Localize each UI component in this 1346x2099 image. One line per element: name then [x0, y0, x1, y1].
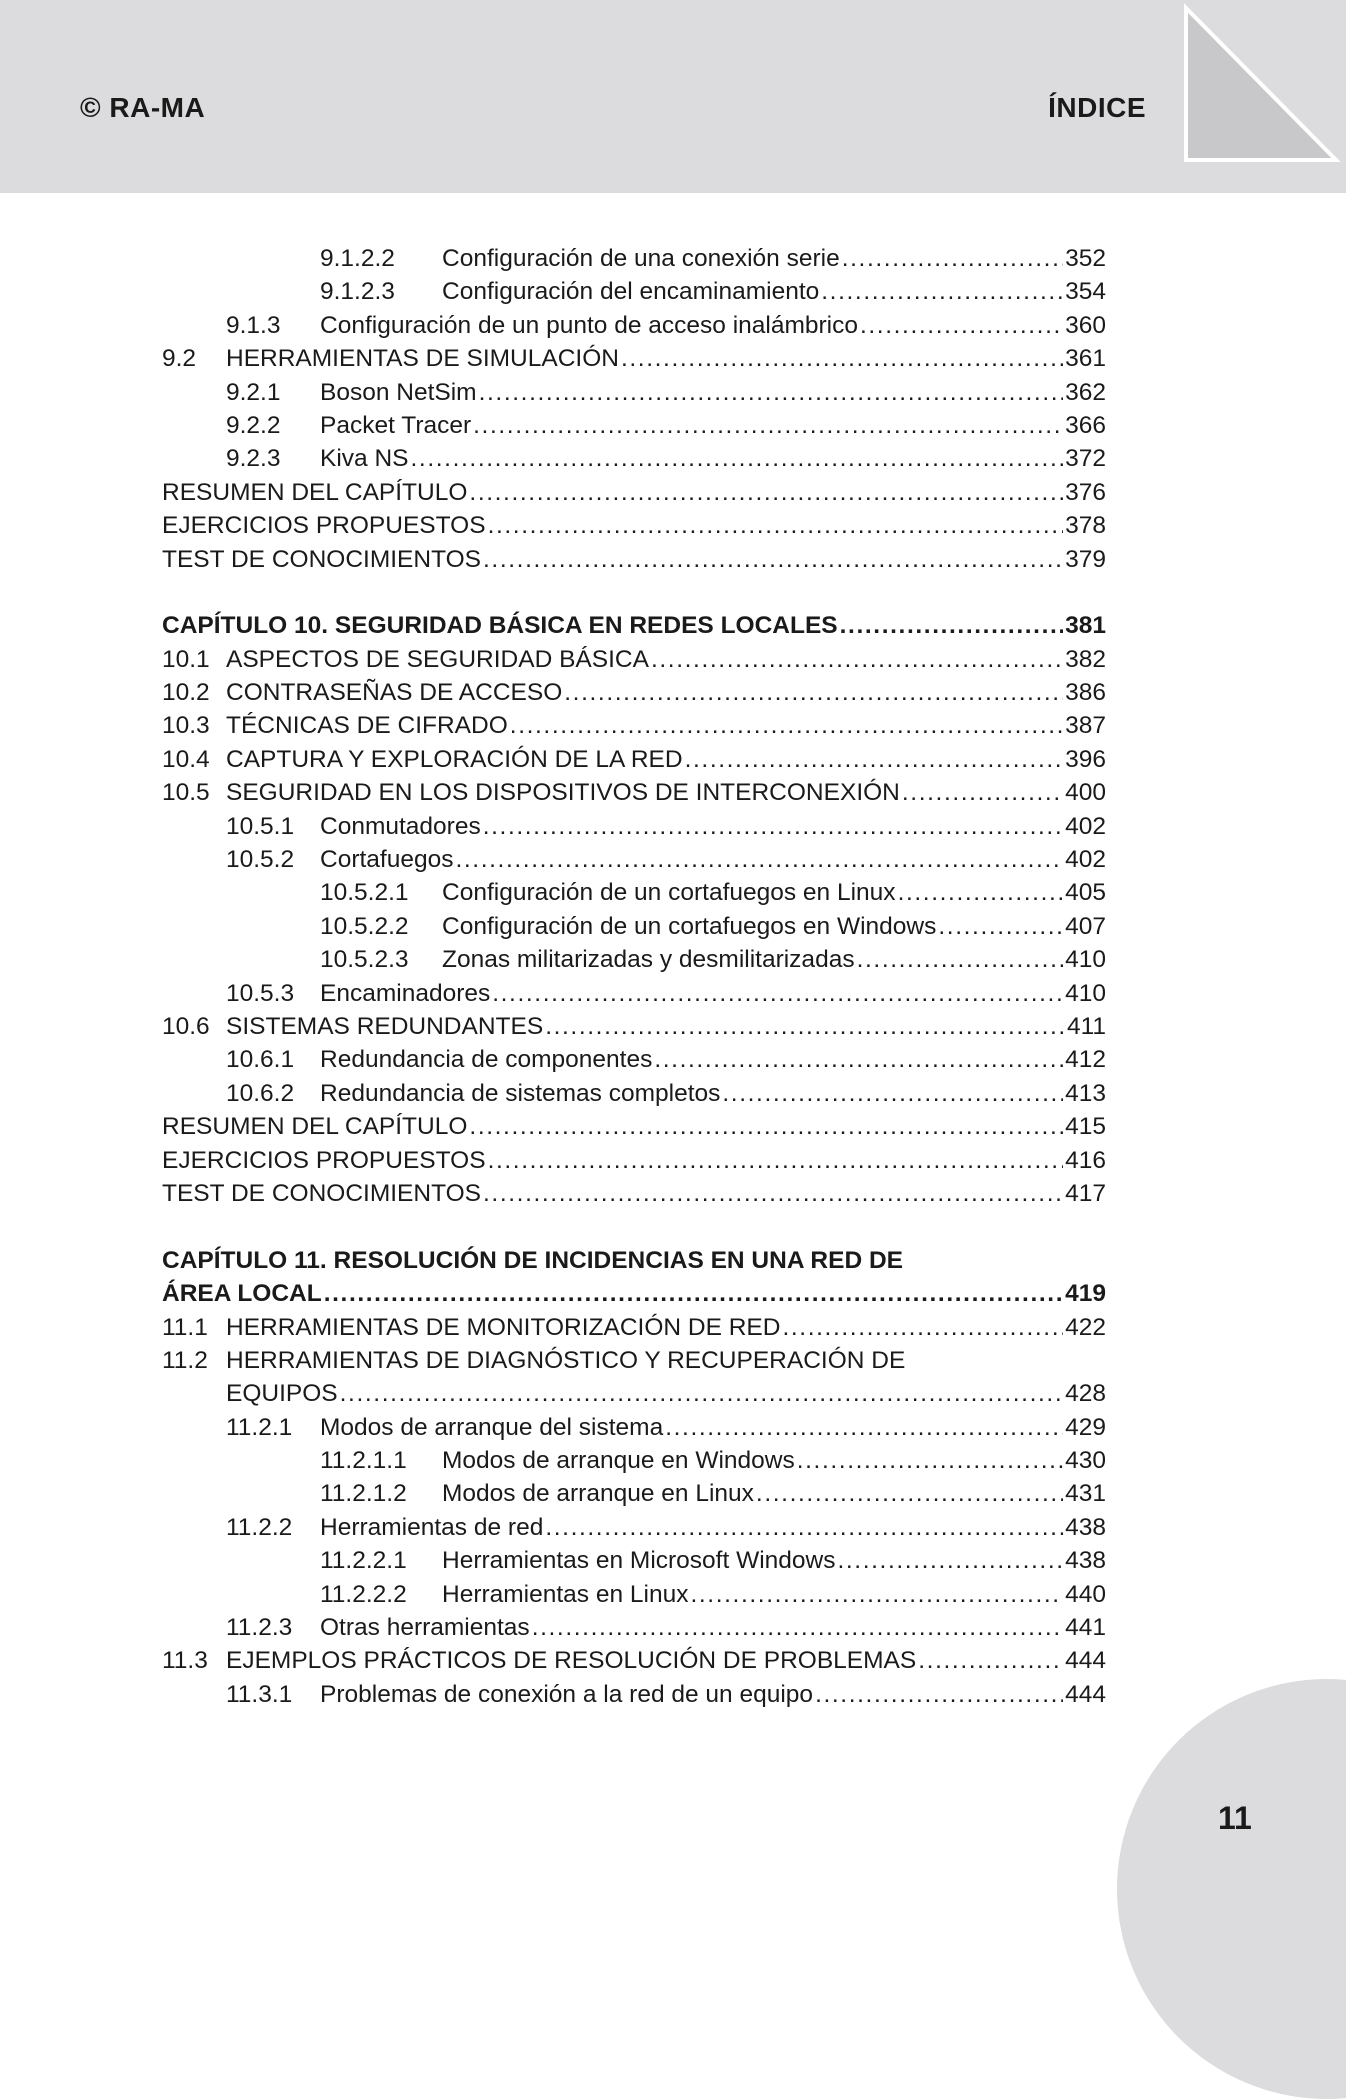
toc-entry-title: Modos de arranque del sistema: [320, 1413, 664, 1441]
toc-leader-dots: [782, 1314, 1063, 1342]
toc-entry: [162, 879, 1106, 912]
toc-entry: [162, 813, 1106, 846]
toc-entry-title: Configuración de una conexión serie: [442, 245, 840, 272]
toc-entry-page: 361: [1065, 345, 1106, 373]
toc-entry: [162, 1013, 1106, 1046]
toc-entry-number: 10.6.1: [226, 1046, 295, 1074]
toc-entry-page: 410: [1065, 979, 1106, 1007]
toc-leader-dots: [545, 1514, 1063, 1542]
toc-entry: [162, 546, 1106, 579]
toc-entry: [162, 1314, 1106, 1347]
toc-entry: [162, 1447, 1106, 1480]
toc-leader-dots: [898, 879, 1064, 907]
table-of-contents: [162, 245, 1106, 1714]
toc-entry-title: TEST DE CONOCIMIENTOS: [162, 545, 481, 573]
toc-leader-dots: [722, 1080, 1063, 1108]
toc-gap: [162, 1213, 1106, 1246]
toc-leader-dots: [455, 846, 1063, 874]
toc-leader-dots: [938, 913, 1063, 941]
toc-entry-title: SISTEMAS REDUNDANTES: [226, 1012, 544, 1040]
toc-entry-page: 396: [1065, 745, 1106, 773]
toc-entry: [162, 1046, 1106, 1079]
toc-entry-title: Configuración de un cortafuegos en Windows: [442, 912, 937, 940]
toc-entry: [162, 712, 1106, 745]
toc-leader-dots: [842, 245, 1063, 273]
toc-entry-page: 372: [1065, 445, 1106, 473]
toc-entry-title: Problemas de conexión a la red de un equipo: [320, 1680, 814, 1708]
toc-entry: [162, 379, 1106, 412]
toc-entry-page: 417: [1065, 1179, 1106, 1207]
toc-entry: [162, 1480, 1106, 1513]
toc-entry-page: 413: [1065, 1079, 1106, 1107]
toc-entry-number: 9.2.2: [226, 411, 281, 439]
toc-entry-page: 382: [1065, 645, 1106, 673]
toc-entry-title: Modos de arranque en Windows: [442, 1447, 795, 1475]
toc-entry-title: Configuración de un punto de acceso inalámbrico: [320, 311, 858, 339]
toc-entry-number: 11.2.1.1: [320, 1447, 407, 1475]
toc-leader-dots: [918, 1647, 1063, 1675]
toc-entry-number: 10.1: [162, 645, 210, 673]
toc-entry-number: 11.3.1: [226, 1680, 293, 1708]
toc-entry-page: 362: [1065, 378, 1106, 406]
toc-entry-number: 11.2.1: [226, 1413, 293, 1441]
toc-entry: [162, 1547, 1106, 1580]
toc-entry-page: 438: [1065, 1513, 1106, 1541]
toc-entry-page: 354: [1065, 278, 1106, 306]
toc-leader-dots: [815, 1681, 1063, 1709]
publisher-label: © RA-MA: [80, 92, 206, 123]
toc-entry: [162, 612, 1106, 645]
toc-entry: [162, 1147, 1106, 1180]
page-header: [0, 0, 1346, 193]
toc-entry-page: 366: [1065, 411, 1106, 439]
toc-entry-number: 11.3: [162, 1647, 208, 1675]
toc-entry-title: HERRAMIENTAS DE MONITORIZACIÓN DE RED: [226, 1313, 781, 1341]
toc-entry-title: Cortafuegos: [320, 846, 454, 874]
toc-entry: [162, 245, 1106, 278]
toc-entry-page: 438: [1065, 1547, 1106, 1575]
toc-entry-number: 10.3: [162, 712, 210, 740]
toc-entry-title: EJERCICIOS PROPUESTOS: [162, 512, 486, 540]
toc-entry-page: 379: [1065, 545, 1106, 573]
toc-entry-number: 11.2.2.2: [320, 1580, 407, 1608]
toc-leader-dots: [654, 1046, 1063, 1074]
toc-leader-dots: [469, 479, 1063, 507]
toc-entry-number: 10.5.2: [226, 846, 295, 874]
toc-entry-title: EQUIPOS: [226, 1380, 338, 1408]
toc-entry: [162, 412, 1106, 445]
toc-entry-page: 415: [1065, 1113, 1106, 1141]
toc-entry: [162, 679, 1106, 712]
toc-entry-page: 405: [1065, 879, 1106, 907]
toc-leader-dots: [473, 412, 1063, 440]
toc-entry-title: RESUMEN DEL CAPÍTULO: [162, 478, 468, 506]
toc-entry-title: Redundancia de componentes: [320, 1046, 653, 1074]
page-corner-fold: [1176, 0, 1346, 170]
toc-entry: [162, 1347, 1106, 1380]
toc-entry-number: 9.2.3: [226, 445, 281, 473]
toc-entry-title: Configuración de un cortafuegos en Linux: [442, 879, 896, 907]
toc-entry-page: 440: [1065, 1580, 1106, 1608]
toc-entry-title: Conmutadores: [320, 812, 481, 840]
toc-entry-title: Herramientas de red: [320, 1513, 544, 1541]
toc-entry-page: 429: [1065, 1413, 1106, 1441]
toc-entry-number: 9.1.3: [226, 311, 281, 339]
toc-entry-number: 9.2: [162, 345, 197, 373]
toc-leader-dots: [483, 1180, 1063, 1208]
toc-entry-title: Modos de arranque en Linux: [442, 1480, 754, 1508]
toc-entry-number: 11.2.2: [226, 1513, 293, 1541]
toc-entry-title: Boson NetSim: [320, 378, 477, 406]
toc-leader-dots: [797, 1447, 1063, 1475]
toc-entry: [162, 1113, 1106, 1146]
toc-entry-number: 10.5.2.3: [320, 946, 409, 974]
toc-entry-title: SEGURIDAD EN LOS DISPOSITIVOS DE INTERCONEXIÓN: [226, 779, 900, 807]
toc-entry-number: 11.2.1.2: [320, 1480, 407, 1508]
toc-entry: [162, 1180, 1106, 1213]
toc-leader-dots: [837, 1547, 1063, 1575]
toc-entry: [162, 746, 1106, 779]
toc-entry-page: 411: [1066, 1012, 1106, 1040]
toc-entry: [162, 1414, 1106, 1447]
toc-entry-number: 10.6: [162, 1012, 210, 1040]
toc-entry-number: 9.1.2.3: [320, 278, 395, 306]
toc-entry: [162, 1647, 1106, 1680]
toc-leader-dots: [479, 379, 1064, 407]
toc-entry-page: 407: [1065, 912, 1106, 940]
toc-entry-title: TÉCNICAS DE CIFRADO: [226, 712, 508, 740]
toc-entry-page: 422: [1065, 1313, 1106, 1341]
toc-entry: [162, 1514, 1106, 1547]
toc-entry-page: 444: [1065, 1647, 1106, 1675]
toc-entry-title: Kiva NS: [320, 445, 409, 473]
toc-entry-title: ÁREA LOCAL: [162, 1280, 322, 1308]
toc-leader-dots: [340, 1380, 1063, 1408]
toc-entry: [162, 946, 1106, 979]
toc-entry-title: Encaminadores: [320, 979, 491, 1007]
toc-entry-page: 381: [1065, 612, 1106, 640]
toc-entry-title: HERRAMIENTAS DE SIMULACIÓN: [226, 345, 619, 373]
toc-leader-dots: [411, 445, 1064, 473]
toc-leader-dots: [860, 312, 1063, 340]
toc-entry-page: 428: [1065, 1380, 1106, 1408]
toc-entry-number: 11.2: [162, 1346, 208, 1374]
toc-entry: [162, 980, 1106, 1013]
toc-entry-page: 402: [1065, 812, 1106, 840]
toc-entry-title: Configuración del encaminamiento: [442, 278, 820, 306]
toc-entry-number: 10.2: [162, 679, 210, 707]
toc-entry: [162, 445, 1106, 478]
toc-entry: [162, 1080, 1106, 1113]
toc-entry-title: Otras herramientas: [320, 1614, 530, 1642]
page-number: 11: [1218, 1800, 1252, 1836]
toc-leader-dots: [532, 1614, 1063, 1642]
toc-entry: [162, 1280, 1106, 1313]
toc-leader-dots: [488, 512, 1064, 540]
toc-entry-title: Herramientas en Linux: [442, 1580, 689, 1608]
toc-leader-dots: [469, 1113, 1063, 1141]
toc-entry-number: 10.5: [162, 779, 210, 807]
toc-entry-page: 410: [1065, 946, 1106, 974]
toc-entry-page: 400: [1065, 779, 1106, 807]
toc-leader-dots: [483, 813, 1063, 841]
toc-entry-number: 11.1: [162, 1313, 208, 1341]
toc-entry-title: CAPÍTULO 11. RESOLUCIÓN DE INCIDENCIAS EN UNA RED DE: [162, 1246, 903, 1274]
toc-entry-title: EJERCICIOS PROPUESTOS: [162, 1146, 486, 1174]
toc-leader-dots: [545, 1013, 1065, 1041]
toc-entry-number: 11.2.3: [226, 1614, 293, 1642]
toc-leader-dots: [857, 946, 1064, 974]
toc-entry: [162, 278, 1106, 311]
toc-entry-title: EJEMPLOS PRÁCTICOS DE RESOLUCIÓN DE PROBLEMAS: [226, 1647, 917, 1675]
toc-entry-page: 352: [1065, 245, 1106, 272]
toc-entry: [162, 913, 1106, 946]
toc-leader-dots: [510, 712, 1063, 740]
toc-gap: [162, 579, 1106, 612]
toc-entry-page: 412: [1065, 1046, 1106, 1074]
toc-entry-page: 431: [1065, 1480, 1106, 1508]
toc-entry-page: 441: [1065, 1614, 1106, 1642]
toc-entry-title: Herramientas en Microsoft Windows: [442, 1547, 836, 1575]
toc-entry: [162, 1581, 1106, 1614]
toc-entry-title: Redundancia de sistemas completos: [320, 1079, 721, 1107]
toc-entry-title: CAPTURA Y EXPLORACIÓN DE LA RED: [226, 745, 683, 773]
toc-entry-number: 10.4: [162, 745, 210, 773]
toc-entry-number: 9.1.2.2: [320, 245, 395, 272]
toc-leader-dots: [564, 679, 1063, 707]
toc-leader-dots: [840, 612, 1063, 640]
toc-leader-dots: [821, 278, 1063, 306]
toc-entry-number: 9.2.1: [226, 378, 281, 406]
toc-entry: [162, 512, 1106, 545]
toc-entry-page: 430: [1065, 1447, 1106, 1475]
toc-leader-dots: [685, 746, 1064, 774]
toc-entry-title: Packet Tracer: [320, 411, 472, 439]
toc-entry-page: 378: [1065, 512, 1106, 540]
toc-leader-dots: [324, 1280, 1063, 1308]
toc-entry-page: 386: [1065, 679, 1106, 707]
toc-entry-title: RESUMEN DEL CAPÍTULO: [162, 1113, 468, 1141]
toc-entry: [162, 479, 1106, 512]
toc-entry: [162, 312, 1106, 345]
toc-leader-dots: [483, 546, 1063, 574]
toc-entry-number: 10.5.2.2: [320, 912, 409, 940]
toc-entry-page: 419: [1065, 1280, 1106, 1308]
toc-entry: [162, 1681, 1106, 1714]
toc-leader-dots: [488, 1147, 1064, 1175]
toc-entry-page: 360: [1065, 311, 1106, 339]
toc-entry-title: TEST DE CONOCIMIENTOS: [162, 1179, 481, 1207]
toc-leader-dots: [621, 345, 1063, 373]
toc-leader-dots: [690, 1581, 1063, 1609]
toc-entry-title: Zonas militarizadas y desmilitarizadas: [442, 946, 855, 974]
toc-entry-number: 11.2.2.1: [320, 1547, 407, 1575]
toc-entry-page: 376: [1065, 478, 1106, 506]
toc-entry: [162, 1380, 1106, 1413]
toc-entry-page: 387: [1065, 712, 1106, 740]
toc-leader-dots: [665, 1414, 1063, 1442]
toc-entry: [162, 846, 1106, 879]
toc-entry-title: CAPÍTULO 10. SEGURIDAD BÁSICA EN REDES LOCALES: [162, 612, 838, 640]
toc-entry-page: 444: [1065, 1680, 1106, 1708]
toc-entry: [162, 779, 1106, 812]
page-number-circle: [1117, 1679, 1346, 2099]
toc-entry-number: 10.5.3: [226, 979, 295, 1007]
toc-entry-page: 416: [1065, 1146, 1106, 1174]
section-title: ÍNDICE: [1048, 92, 1146, 123]
toc-leader-dots: [492, 980, 1063, 1008]
toc-entry-number: 10.6.2: [226, 1079, 295, 1107]
toc-entry-title: ASPECTOS DE SEGURIDAD BÁSICA: [226, 645, 649, 673]
toc-entry-title: CONTRASEÑAS DE ACCESO: [226, 679, 563, 707]
toc-entry: [162, 1614, 1106, 1647]
toc-leader-dots: [902, 779, 1063, 807]
toc-entry-number: 10.5.2.1: [320, 879, 409, 907]
toc-entry-title: HERRAMIENTAS DE DIAGNÓSTICO Y RECUPERACIÓN DE: [226, 1346, 906, 1374]
toc-leader-dots: [756, 1480, 1063, 1508]
toc-entry-number: 10.5.1: [226, 812, 295, 840]
toc-entry: [162, 1247, 1106, 1280]
toc-entry: [162, 646, 1106, 679]
toc-entry-page: 402: [1065, 846, 1106, 874]
toc-entry: [162, 345, 1106, 378]
toc-leader-dots: [651, 646, 1063, 674]
